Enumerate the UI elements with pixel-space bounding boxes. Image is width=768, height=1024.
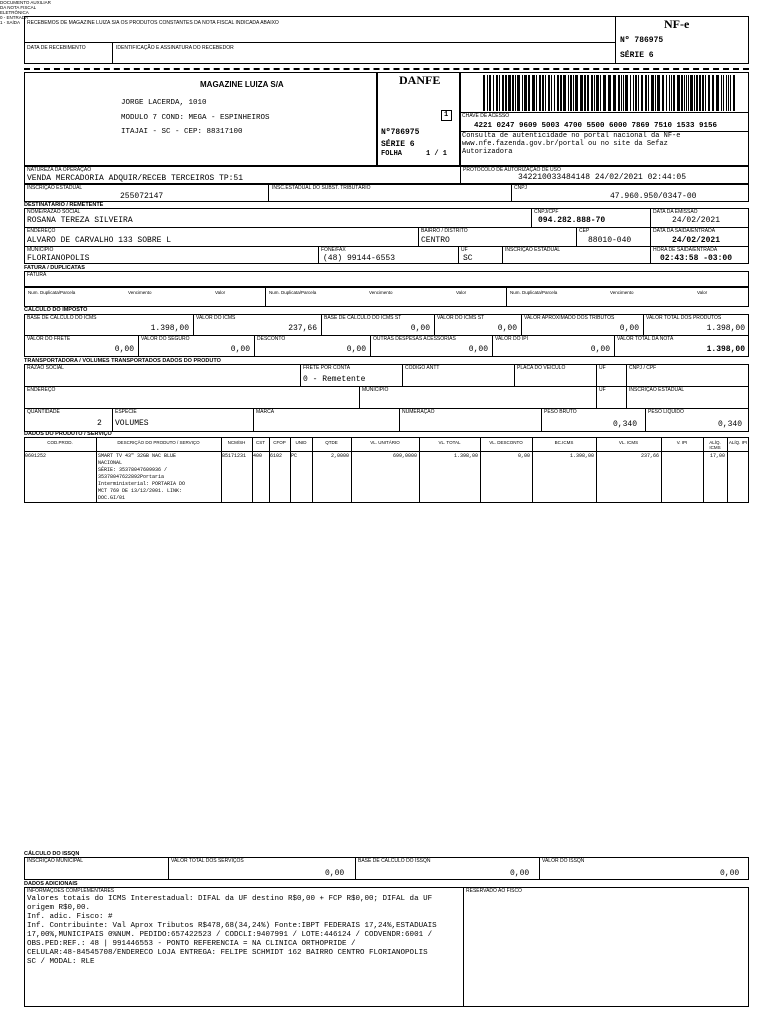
issqn-section: CÁLCULO DO ISSQN	[24, 851, 80, 857]
city-value: FLORIANOPOLIS	[27, 254, 90, 263]
nature-value: VENDA MERCADORIA ADQUIR/RECEB TERCEIROS TP:51	[27, 174, 244, 183]
net-weight-label: PESO LÍQUIDO	[648, 409, 684, 415]
tax-label: VALOR DO FRETE	[27, 336, 71, 342]
fatura-label: FATURA	[27, 272, 47, 278]
tax-value: 1.398,00	[150, 324, 189, 333]
exit-label: DATA DA SAÍDA/ENTRADA	[653, 228, 716, 234]
issuer-address-3: ITAJAI - SC - CEP: 88317100	[121, 128, 243, 136]
phone-value: (48) 99144-6553	[323, 254, 396, 263]
tax-label: BASE DE CÁLCULO DO ICMS	[27, 315, 97, 321]
product-cell-bc_icms: 1.398,00	[569, 453, 594, 459]
receipt-signature-label: IDENTIFICAÇÃO E ASSINATURA DO RECEBEDOR	[116, 45, 234, 51]
issuer-address-2: MODULO 7 COND: MEGA - ESPINHEIROS	[121, 114, 270, 122]
recipient-address-label: ENDEREÇO	[27, 228, 56, 234]
cut-line	[24, 68, 749, 70]
issuer-name: MAGAZINE LUIZA S/A	[200, 80, 284, 89]
product-col-header: VL. DESCONTO	[489, 440, 523, 445]
tax-label: VALOR TOTAL DOS PRODUTOS	[646, 315, 722, 321]
product-cell-cst: 400	[253, 453, 263, 459]
qty-label: QUANTIDADE	[27, 409, 60, 415]
additional-info-line: CELULAR:48-84545708/ENDERECO LOJA ENTREGA: FELIPE SCHMIDT 162 BAIRRO CENTRO FLORIANOPOLIS	[27, 949, 428, 957]
district-value: CENTRO	[421, 236, 450, 245]
duplicate-col-header: Valor	[456, 290, 467, 295]
emission-label: DATA DA EMISSÃO	[653, 209, 698, 215]
tax-value: 237,66	[288, 324, 317, 333]
uf-label: UF	[461, 247, 468, 253]
product-cell-aliq_icms: 17,00	[709, 453, 725, 459]
danfe-sub-2: DA NOTA FISCAL	[0, 5, 37, 10]
tax-value: 0,00	[230, 345, 250, 354]
recipient-name: ROSANA TEREZA SILVEIRA	[27, 216, 133, 225]
phone-label: FONE/FAX	[321, 247, 346, 253]
emission-value: 24/02/2021	[672, 216, 721, 225]
product-cell-qty: 2,0000	[330, 453, 349, 459]
product-col-header: ALÍQ. ICMS	[709, 440, 721, 450]
products-section: DADOS DO PRODUTO / SERVIÇO	[24, 431, 112, 437]
tax-label: VALOR DO IPI	[495, 336, 528, 342]
access-key-label: CHAVE DE ACESSO	[462, 113, 510, 119]
nature-label: NATUREZA DA OPERAÇÃO	[27, 167, 92, 173]
additional-section: DADOS ADICIONAIS	[24, 881, 78, 887]
carrier-name-label: RAZÃO SOCIAL	[27, 365, 64, 371]
brand-label: MARCA	[256, 409, 275, 415]
tax-label: VALOR TOTAL DA NOTA	[617, 336, 674, 342]
gross-weight-value: 0,340	[613, 420, 638, 429]
product-description-line: SMART TV 43" 32GB NAC BLUE	[98, 453, 177, 459]
exit-value: 24/02/2021	[672, 236, 721, 245]
danfe-entrada: 0 - ENTRADA	[0, 15, 29, 20]
duplicate-col-header: Num. Duplicata/Parcela	[269, 290, 317, 295]
duplicate-col-header: Valor	[215, 290, 226, 295]
uf-value: SC	[463, 254, 473, 263]
product-description-line: SÉRIE: 35378047609936 /	[98, 467, 168, 473]
receipt-nfe-title: NF-e	[664, 17, 690, 31]
tax-label: VALOR APROXIMADO DOS TRIBUTOS	[524, 315, 615, 321]
product-cell-cfop: 6102	[270, 453, 283, 459]
additional-info-label: INFORMAÇÕES COMPLEMENTARES	[27, 888, 115, 894]
freight-value: 0 - Remetente	[303, 375, 366, 384]
product-col-header: BC.ICMS	[554, 440, 574, 445]
product-cell-code: 0601252	[25, 453, 47, 459]
danfe-sub-1: DOCUMENTO AUXILIAR	[0, 0, 51, 5]
product-col-header: V. IPI	[676, 440, 688, 445]
product-col-header: VL. ICMS	[618, 440, 639, 445]
product-cell-total: 1.398,00	[453, 453, 478, 459]
danfe-title: DANFE	[399, 73, 441, 87]
issqn-im-label: INSCRIÇÃO MUNICIPAL	[27, 858, 84, 864]
tax-label: OUTRAS DESPESAS ACESSÓRIAS	[373, 336, 456, 342]
duplicate-col-header: Num. Duplicata/Parcela	[28, 290, 76, 295]
duplicate-col-header: Vencimento	[128, 290, 152, 295]
barcode-icon	[483, 75, 738, 111]
tax-label: BASE DE CÁLCULO DO ICMS ST	[324, 315, 402, 321]
additional-info-line: OBS.PED:REF.: 48 | 991446553 - PONTO REFERENCIA = NA CLINICA ORTHOPRIDE /	[27, 940, 356, 948]
product-col-header: CST	[256, 440, 265, 445]
additional-info-line: Inf. Contribuinte: Val Aprox Tributos R$478,68(34,24%) Fonte:IBPT FEDERAIS 17,24%,ESTADUAIS	[27, 922, 437, 930]
issqn-base-label: BASE DE CÁLCULO DO ISSQN	[358, 858, 431, 864]
net-weight-value: 0,340	[718, 420, 743, 429]
plate-label: PLACA DO VEÍCULO	[517, 365, 566, 371]
recipient-ie-label: INSCRIÇÃO ESTADUAL	[505, 247, 561, 253]
access-consult: Consulta de autenticidade no portal nacional da NF-e www.nfe.fazenda.gov.br/portal ou no site da Sefaz Autorizadora	[462, 132, 681, 156]
tax-value: 0,00	[468, 345, 488, 354]
cnpj-value: 47.960.950/0347-00	[610, 192, 697, 201]
carrier-cnpj-label: CNPJ / CPF	[629, 365, 657, 371]
danfe-series: SÉRIE 6	[381, 140, 415, 149]
tax-value: 0,00	[410, 324, 430, 333]
reserved-fisco-label: RESERVADO AO FISCO	[466, 888, 522, 894]
protocol-label: PROTOCOLO DE AUTORIZAÇÃO DE USO	[463, 167, 561, 173]
product-col-header: CFOP	[273, 440, 286, 445]
danfe-number: Nº786975	[381, 128, 420, 137]
receipt-date-label: DATA DE RECEBIMENTO	[27, 45, 86, 51]
issqn-base-value: 0,00	[510, 869, 530, 878]
receipt-number: Nº 786975	[620, 36, 664, 45]
product-col-header: VL. UNITÁRIO	[370, 440, 400, 445]
qty-value: 2	[97, 419, 102, 428]
product-description-line: NACIONAL	[98, 460, 123, 466]
antt-label: CÓDIGO ANTT	[405, 365, 440, 371]
recipient-cnpj-label: CNPJ/CPF	[534, 209, 559, 215]
issuer-address-1: JORGE LACERDA, 1010	[121, 99, 207, 107]
carrier-uf-label: UF	[599, 365, 606, 371]
ie-value: 255072147	[120, 192, 164, 201]
product-col-header: COD.PROD.	[47, 440, 73, 445]
cnpj-label: CNPJ	[514, 185, 528, 191]
product-col-header: UNID	[295, 440, 307, 445]
additional-info-line: Valores totais do ICMS Interestadual: DIFAL da UF destino R$0,00 + FCP R$0,00; DIFAL da UF	[27, 895, 433, 903]
carrier-uf2-label: UF	[599, 387, 606, 393]
duplicate-col-header: Vencimento	[369, 290, 393, 295]
numbering-label: NUMERAÇÃO	[402, 409, 435, 415]
tax-value: 0,00	[619, 324, 639, 333]
danfe-folha: 1 / 1	[426, 150, 448, 158]
danfe-type: 1	[444, 111, 449, 119]
gross-weight-label: PESO BRUTO	[544, 409, 577, 415]
additional-info-line: Inf. adic. Fisco: #	[27, 913, 113, 921]
recipient-name-label: NOME/RAZÃO SOCIAL	[27, 209, 81, 215]
protocol-value: 342210033484148 24/02/2021 02:44:05	[518, 173, 687, 182]
recipient-address: ALVARO DE CARVALHO 133 SOBRE L	[27, 236, 172, 245]
barcode	[483, 75, 738, 111]
issqn-value-label: VALOR DO ISSQN	[542, 858, 585, 864]
product-cell-unit_price: 699,0000	[392, 453, 417, 459]
product-cell-discount: 0,00	[517, 453, 530, 459]
product-cell-icms: 237,66	[640, 453, 659, 459]
cep-label: CEP	[579, 228, 590, 234]
kind-label: ESPÉCIE	[115, 409, 137, 415]
tax-value: 0,00	[497, 324, 517, 333]
tax-label: VALOR DO ICMS	[196, 315, 236, 321]
ie-st-label: INSC.ESTADUAL DO SUBST. TRIBUTÁRIO	[272, 185, 371, 191]
ie-label: INSCRIÇÃO ESTADUAL	[27, 185, 83, 191]
tax-label: VALOR DO ICMS ST	[437, 315, 485, 321]
kind-value: VOLUMES	[115, 419, 149, 428]
product-description-line: 35378047622892Portaria	[98, 474, 165, 480]
product-col-header: DESCRIÇÃO DO PRODUTO / SERVIÇO	[117, 440, 200, 445]
issqn-services-value: 0,00	[325, 869, 345, 878]
cep-value: 88010-040	[588, 236, 632, 245]
product-col-header: NCM/SH	[227, 440, 246, 445]
product-description-line: DOC.GI/01	[98, 495, 126, 501]
recipient-cnpj: 094.282.888-70	[538, 216, 606, 225]
transport-section: TRANSPORTADORA / VOLUMES TRANSPORTADOS DADOS DO PRODUTO	[24, 358, 221, 364]
tax-value: 0,00	[590, 345, 610, 354]
access-key: 4221 0247 9609 5003 4700 5500 6000 7869 7510 1533 9156	[474, 122, 718, 130]
danfe-saida: 1 - SAÍDA	[0, 20, 21, 25]
time-label: HORA DE SAÍDA/ENTRADA	[653, 247, 718, 253]
additional-info-line: 17,00%,MUNICIPAIS 0%NUM. PEDIDO:657422523 / CODCLI:9407991 / LOTE:446124 / CODVENDR:6001 /	[27, 931, 433, 939]
tax-value: 0,00	[114, 345, 134, 354]
city-label: MUNICÍPIO	[27, 247, 54, 253]
carrier-ie-label: INSCRIÇÃO ESTADUAL	[629, 387, 685, 393]
product-description-line: Interministerial: PORTARIA DO	[98, 481, 186, 487]
additional-info-line: origem R$0,00.	[27, 904, 91, 912]
recipient-section: DESTINATÁRIO / REMETENTE	[24, 202, 104, 208]
tax-value: 1.398,00	[706, 345, 745, 354]
danfe-folha-label: FOLHA	[381, 150, 403, 158]
tax-value: 0,00	[346, 345, 366, 354]
invoice-section: FATURA / DUPLICATAS	[24, 265, 85, 271]
tax-label: VALOR DO SEGURO	[141, 336, 190, 342]
product-col-header: QTDE	[325, 440, 338, 445]
tax-value: 1.398,00	[706, 324, 745, 333]
duplicate-col-header: Num. Duplicata/Parcela	[510, 290, 558, 295]
product-description-line: MCT 769 DE 13/12/2001. LINK:	[98, 488, 183, 494]
receipt-declaration: RECEBEMOS DE MAGAZINE LUIZA S/A OS PRODUTOS CONSTANTES DA NOTA FISCAL INDICADA ABAIXO	[27, 20, 279, 26]
product-col-header: ALÍQ. IPI	[728, 440, 748, 445]
issqn-services-label: VALOR TOTAL DOS SERVIÇOS	[171, 858, 244, 864]
district-label: BAIRRO / DISTRITO	[421, 228, 468, 234]
product-cell-unit: PC	[291, 453, 298, 459]
tax-section: CÁLCULO DO IMPOSTO	[24, 307, 88, 313]
product-cell-ncm: 85171231	[222, 453, 247, 459]
issqn-value: 0,00	[720, 869, 740, 878]
time-value: 02:43:58 -03:00	[660, 254, 733, 263]
product-col-header: VL. TOTAL	[438, 440, 461, 445]
duplicate-col-header: Valor	[697, 290, 708, 295]
fatura-box	[24, 271, 749, 287]
additional-info-line: SC / MODAL: RLE	[27, 958, 95, 966]
receipt-series: SÉRIE 6	[620, 51, 654, 60]
carrier-city-label: MUNICÍPIO	[362, 387, 389, 393]
freight-label: FRETE POR CONTA	[303, 365, 351, 371]
tax-label: DESCONTO	[257, 336, 286, 342]
duplicate-col-header: Vencimento	[610, 290, 634, 295]
danfe-sub-3: ELETRÔNICA	[0, 10, 29, 15]
carrier-address-label: ENDEREÇO	[27, 387, 56, 393]
